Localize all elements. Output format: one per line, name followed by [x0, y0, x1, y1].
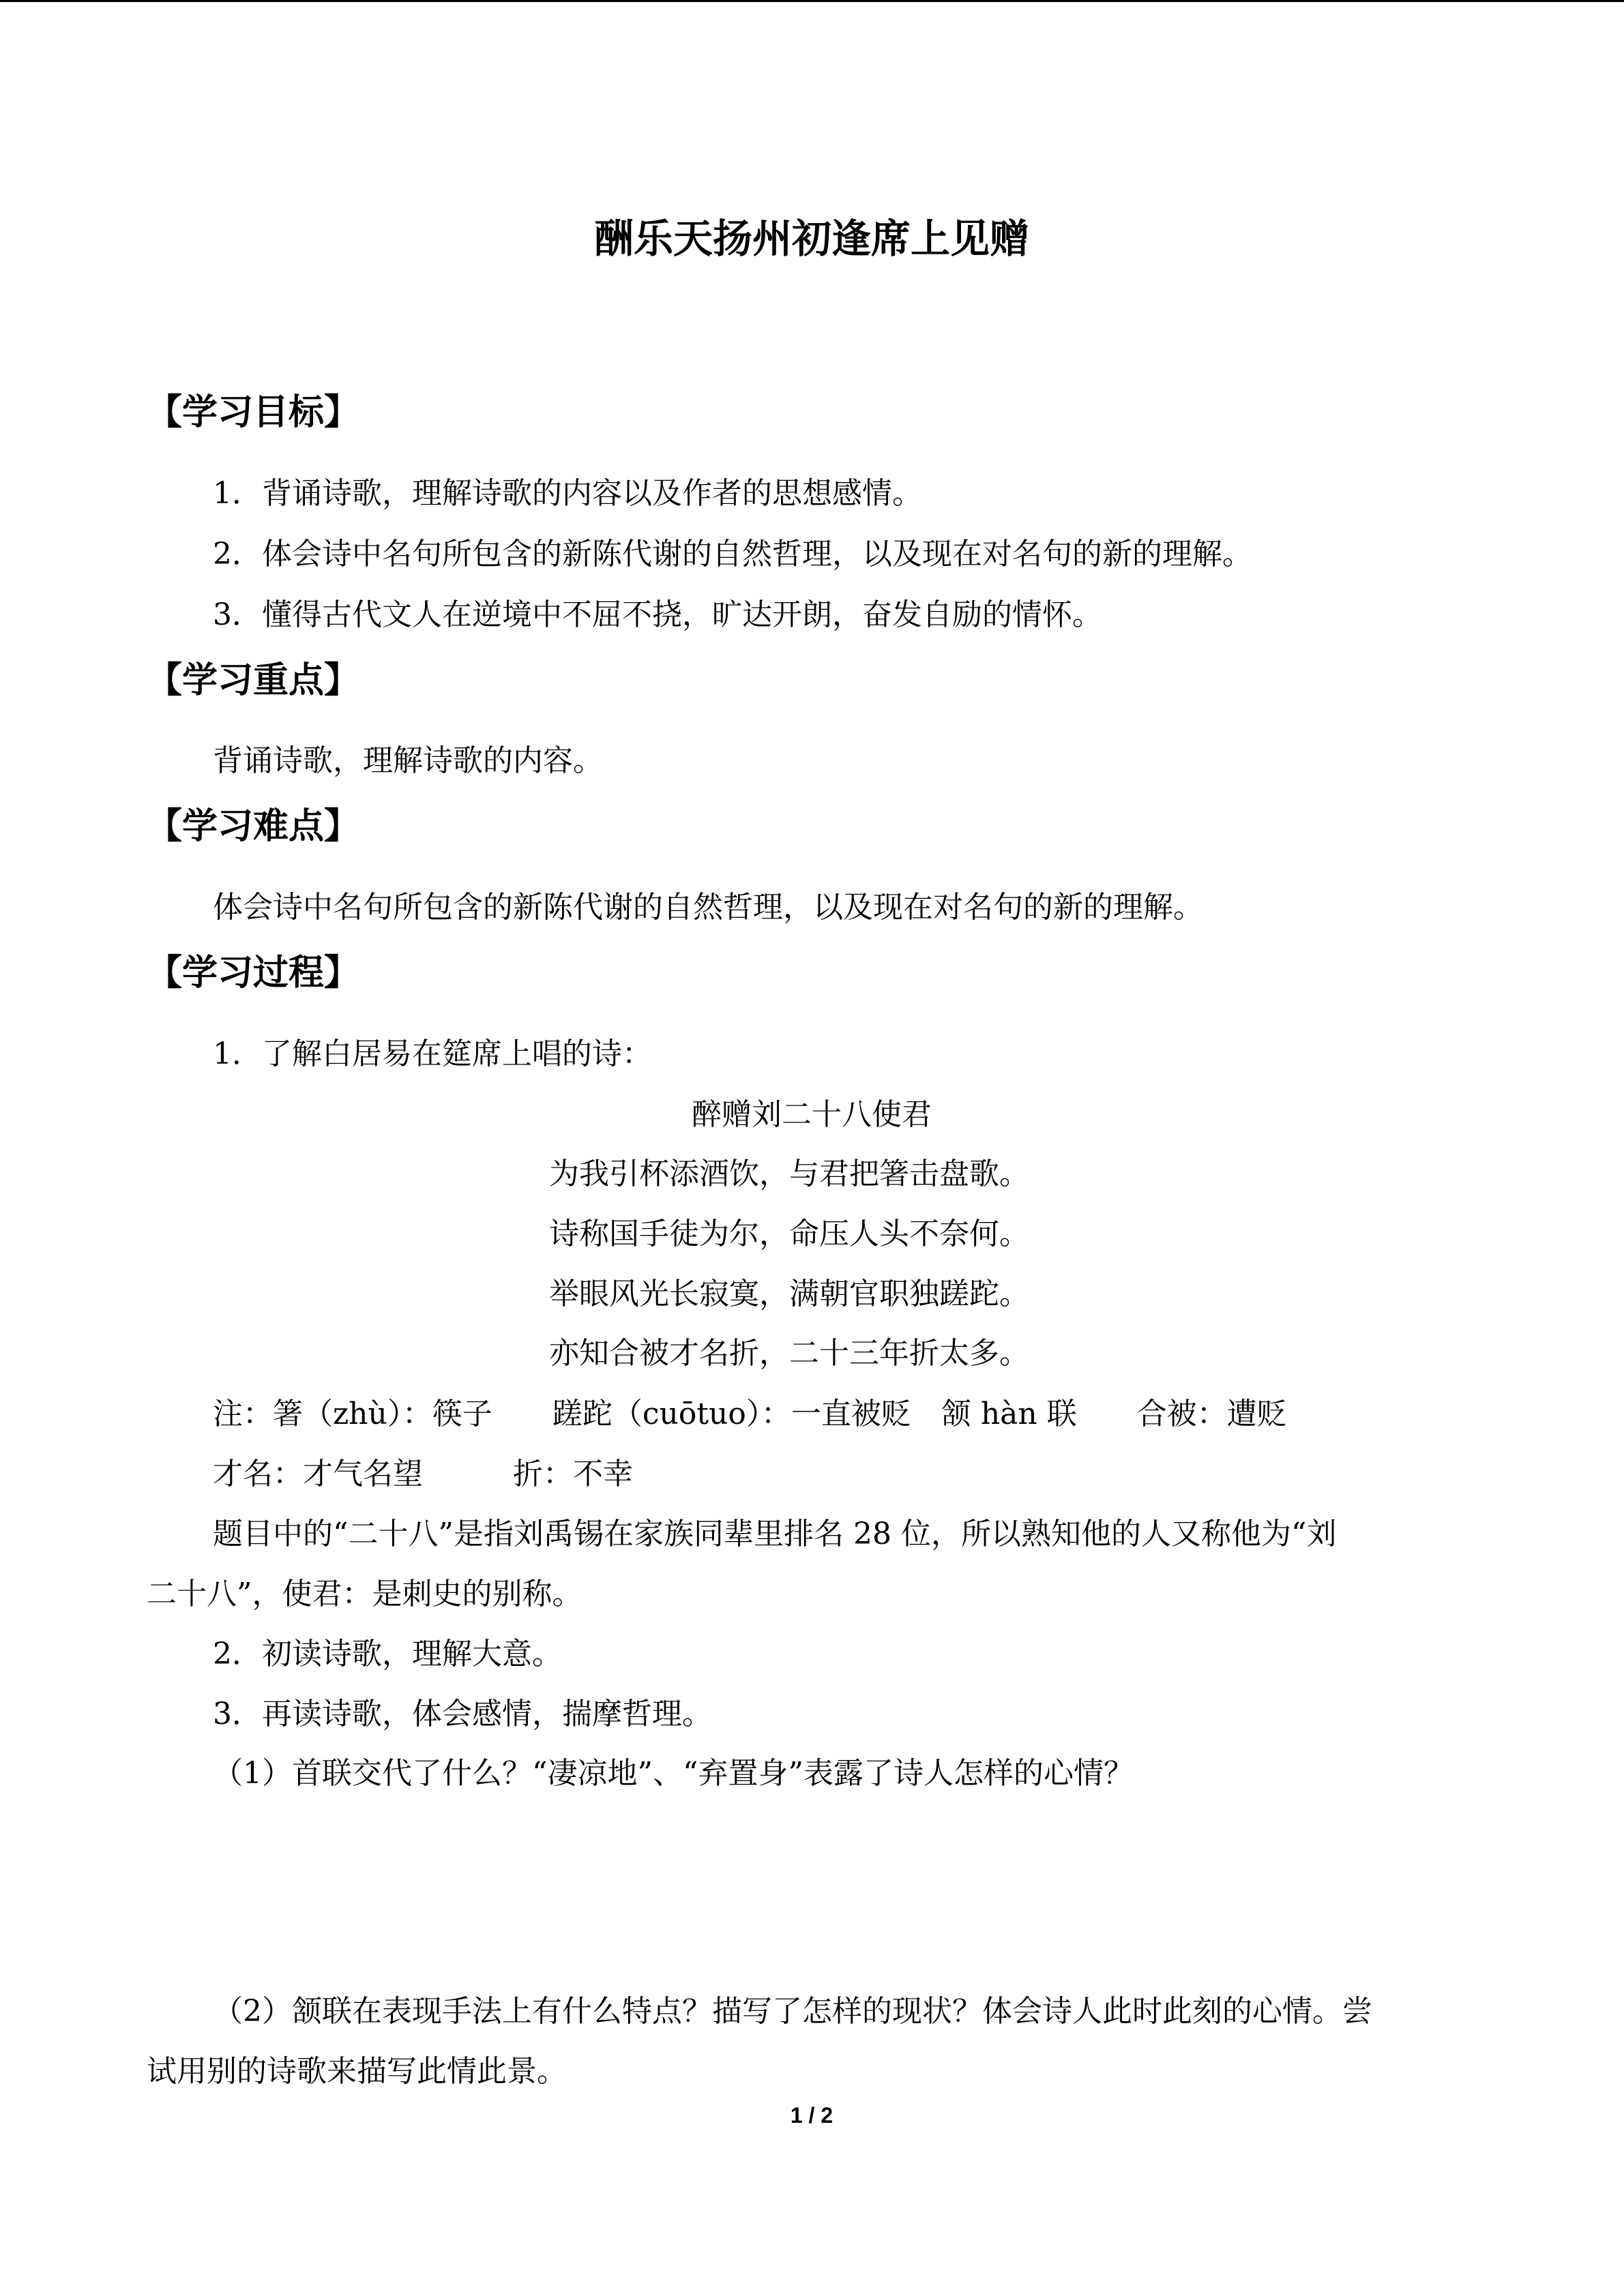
process-step-2: 2．初读诗歌，理解大意。: [213, 1637, 562, 1671]
poem-line-4: 亦知合被才名折，二十三年折太多。: [549, 1336, 1029, 1371]
poem-line-2: 诗称国手徒为尔，命压人头不奈何。: [549, 1217, 1029, 1251]
goal-item-1: 1．背诵诗歌，理解诗歌的内容以及作者的思想感情。: [213, 476, 922, 511]
notes-line-1: 注：箸（zhù）：筷子 蹉跎（cuōtuo）：一直被贬 颔 hàn 联 合被：遭贬: [213, 1397, 1287, 1431]
question-2-line-2: 试用别的诗歌来描写此情此景。: [147, 2054, 567, 2089]
process-step-3: 3．再读诗歌，体会感情，揣摩哲理。: [213, 1697, 712, 1731]
section-heading-process: 【学习过程】: [147, 953, 360, 994]
poem-line-3: 举眼风光长寂寞，满朝官职独蹉跎。: [549, 1277, 1029, 1311]
section-heading-difficulties: 【学习难点】: [147, 806, 360, 847]
explanation-line-1: 题目中的“二十八”是指刘禹锡在家族同辈里排名 28 位，所以熟知他的人又称他为“刘: [213, 1517, 1337, 1551]
section-heading-goals: 【学习目标】: [147, 392, 360, 433]
document-page: [147, 0, 1477, 2296]
difficulties-text: 体会诗中名句所包含的新陈代谢的自然哲理，以及现在对名句的新的理解。: [213, 890, 1203, 925]
notes-line-2: 才名：才气名望 折：不幸: [213, 1457, 633, 1491]
poem-title: 醉赠刘二十八使君: [692, 1097, 932, 1132]
question-2-line-1: （2）颔联在表现手法上有什么特点？描写了怎样的现状？体会诗人此时此刻的心情。尝: [213, 1994, 1372, 2029]
section-heading-key-points: 【学习重点】: [147, 660, 360, 701]
process-step-1: 1．了解白居易在筵席上唱的诗：: [213, 1037, 652, 1071]
question-1: （1）首联交代了什么？“凄凉地”、“弃置身”表露了诗人怎样的心情？: [213, 1756, 1134, 1791]
poem-line-1: 为我引杯添酒饮，与君把箸击盘歌。: [549, 1157, 1029, 1191]
key-points-text: 背诵诗歌，理解诗歌的内容。: [213, 743, 603, 778]
page-number: 1 / 2: [790, 2103, 833, 2128]
document-title: 酬乐天扬州初逢席上见赠: [593, 215, 1029, 262]
goal-item-2: 2．体会诗中名句所包含的新陈代谢的自然哲理，以及现在对名句的新的理解。: [213, 537, 1252, 571]
explanation-line-2: 二十八”，使君：是刺史的别称。: [147, 1577, 582, 1611]
goal-item-3: 3．懂得古代文人在逆境中不屈不挠，旷达开朗，奋发自励的情怀。: [213, 597, 1102, 632]
